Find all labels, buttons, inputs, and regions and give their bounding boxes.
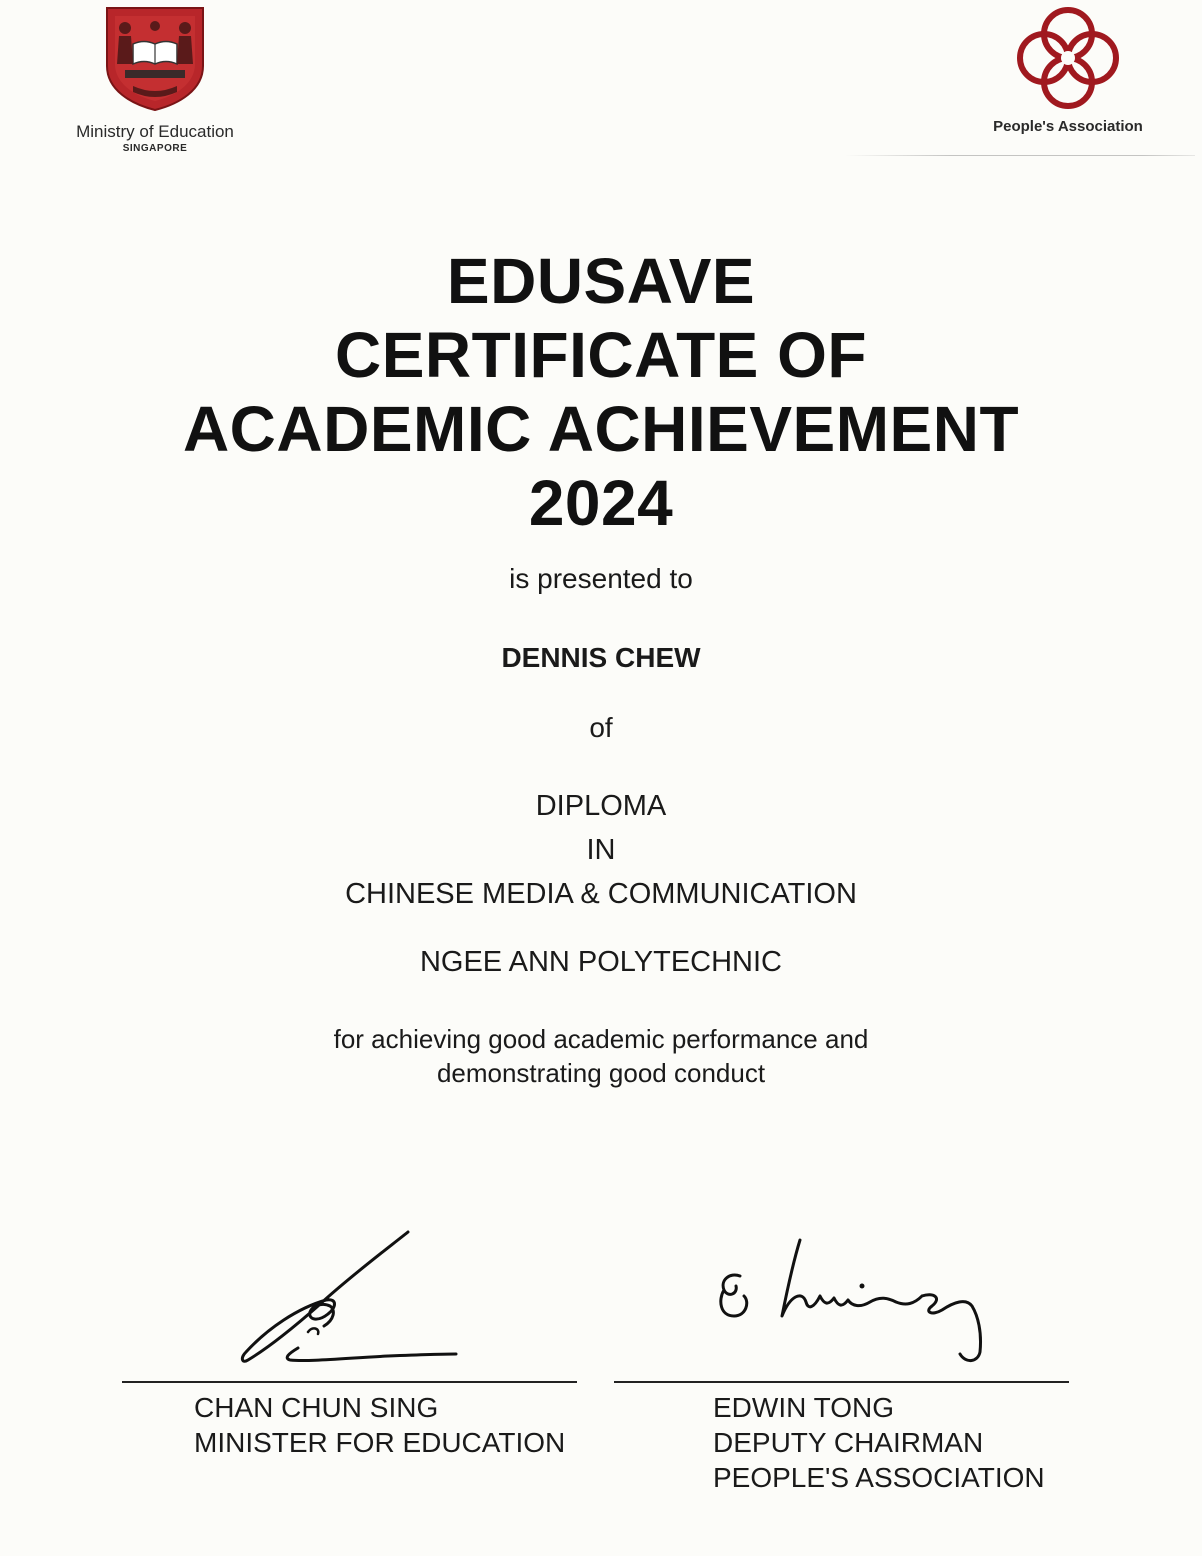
of-text: of [589, 712, 613, 743]
signatory-right [713, 1390, 1045, 1495]
title-line: CERTIFICATE OF [335, 319, 867, 391]
citation-line: demonstrating good conduct [436, 1058, 766, 1088]
citation-line: for achieving good academic performance and [333, 1024, 869, 1054]
recipient-name: DENNIS CHEW [501, 642, 701, 673]
signatory-name: EDWIN TONG [713, 1392, 894, 1423]
course-line: DIPLOMA [535, 790, 667, 822]
moe-name: Ministry of Education [76, 122, 234, 141]
signature-line-right [614, 1381, 1069, 1383]
signatory-title: MINISTER FOR EDUCATION [194, 1427, 566, 1458]
signatory-title: PEOPLE'S ASSOCIATION [713, 1462, 1045, 1493]
course-name [0, 784, 1202, 916]
title-line: ACADEMIC ACHIEVEMENT [182, 393, 1020, 465]
moe-crest-icon [103, 4, 207, 114]
signature-right [710, 1236, 1010, 1366]
citation-text [0, 1022, 1202, 1090]
signatory-title: DEPUTY CHAIRMAN [713, 1427, 984, 1458]
moe-country: SINGAPORE [122, 143, 188, 154]
title-line: 2024 [528, 467, 674, 539]
pa-interlocking-rings-icon [1006, 0, 1130, 116]
course-line: IN [586, 834, 616, 866]
moe-logo [50, 4, 260, 154]
signatory-name: CHAN CHUN SING [194, 1392, 439, 1423]
signatory-left [194, 1390, 565, 1460]
signature-line-left [122, 1381, 577, 1383]
title-line: EDUSAVE [446, 245, 756, 317]
pa-logo [968, 0, 1168, 135]
header-divider [845, 155, 1195, 156]
presented-to-text: is presented to [509, 563, 693, 594]
course-line: CHINESE MEDIA & COMMUNICATION [345, 878, 857, 910]
certificate-title [0, 244, 1202, 540]
signature-left [238, 1228, 468, 1373]
institution-name: NGEE ANN POLYTECHNIC [419, 946, 783, 978]
pa-name: People's Association [993, 118, 1143, 135]
